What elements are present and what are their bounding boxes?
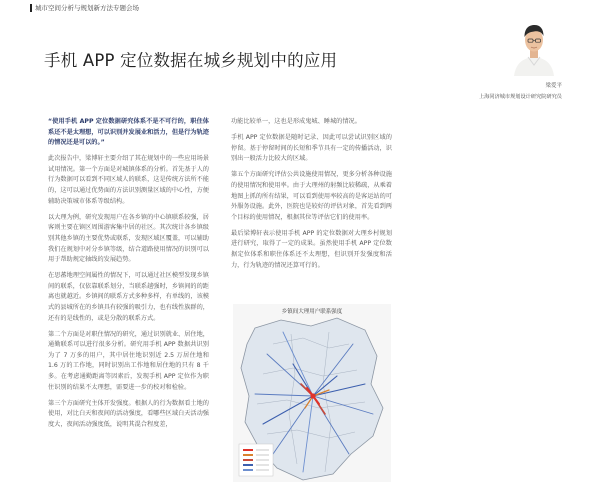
author-photo xyxy=(510,14,558,76)
paragraph: 最后梁博轩表示使用手机 APP 的定位数据对大理乡村规划进行研究，取得了一定的成果。虽然使用手机 APP 定位数据定位体系和职住体系还不太理想，但识别开发强度和活力，行为轨迹的情况还算可行的。 xyxy=(231,229,392,269)
paragraph: 手机 APP 定位数据是随时记录、因此可以尝试识别区域的停留。基于停留时间的长短和季节具有一定的传播活动，识别出一般活力比较大的区域。 xyxy=(231,134,392,163)
text-column-right xyxy=(231,117,392,277)
section-header xyxy=(30,3,139,12)
township-link-map xyxy=(233,304,391,482)
paragraph: 第五个方面研究评估公共设施使用情况，更多分析各种设施的使用情况和使用率。由于大理州的射频比较稀疏，从乘着地图上抓的所有结果，可以看到使用率较高的是客运站的可外服务设施。此外，医院也是较好的评估对象，首先看到两个目标的使用情况，根据其位等评估它们的使用率。 xyxy=(231,171,392,221)
section-name: 城市空间分析与规划新方法专题会场 xyxy=(35,4,139,12)
map-legend xyxy=(239,444,273,476)
paragraph: 第三个方面研究主体开发强度。根据人的行为数据看土地的使用，对比白天和夜间的活动强度，看哪些区域白天活动强度大，夜间活动强度低，说明其混合程度差， xyxy=(48,399,209,428)
portrait-image xyxy=(510,14,558,76)
author-affiliation: 上海同济城市规划设计研究院研究员 xyxy=(478,94,562,100)
paragraph: 第二个方面是对职住情况的研究，通过识别就业、居住地，通勤联系可以进行很多分析。研究用手机 APP 数据共识别为了 7 万多的用户，其中居住地识别近 2.5 万居住地和 1.6 万的工作地，同时识别出工作地和居住地的只有 8 千多。在考虑通勤距离等因素后，发现手机 APP 定位作为职住识别的结果不太理想，需要进一步的校对和检验。 xyxy=(48,330,209,391)
center-town xyxy=(310,393,315,398)
paragraph: 在思蕃地理空间属性的情况下，可以通过社区模型发现乡镇间的联系，仅依靠联系划分，当联系越强时，乡镇间的的距离也就越近。乡镇间的联系方式多种多样，有单线的，该模式的县城所在的乡镇具有较强的吸引力，也有线性族群的，还有的是线性的，或是分散的联系方式。 xyxy=(48,272,209,322)
text-column-left xyxy=(48,117,209,436)
paragraph: 功能比较单一，这也是形成鬼城、睡城的情况。 xyxy=(231,118,361,125)
header-bar xyxy=(30,4,32,12)
map-figure xyxy=(233,304,391,482)
lead-quote: “使用手机 APP 定位数据研究体系不是不可行的，职住体系还不是太理想，可以识别并发展业和活力，但是行为轨迹的情况还是可以的。” xyxy=(48,118,209,147)
author-name: 梁爱平 xyxy=(545,83,562,89)
paragraph: 此次报告中，梁博轩主要介绍了其在规划中的一些应用场景试用情况。第一个方面是对城镇体系的分析。首先基于人的行为数据可以看到不同区域人的联系，这是传统方法所不能的，这可以通过优势面的方法识别测量区域的中心性，方便辅助决策城市体系等级结构。 xyxy=(48,155,209,205)
paragraph: 以大理为例，研究发现用户在各乡镇的中心镇联系较强，居客则主要在镇区周围游客集中居的社区。其次统计各乡镇级别其他乡镇的主要优势或联系，发现区域区覆盖，可以辅助我们在规划中对分乡镇等级，结合道路使用情况的识别可以用于帮助规定轴线的发展趋势。 xyxy=(48,213,209,264)
article-title: 手机 APP 定位数据在城乡规划中的应用 xyxy=(44,51,338,70)
map-title: 乡镇间大理用户联系强度 xyxy=(281,309,343,315)
